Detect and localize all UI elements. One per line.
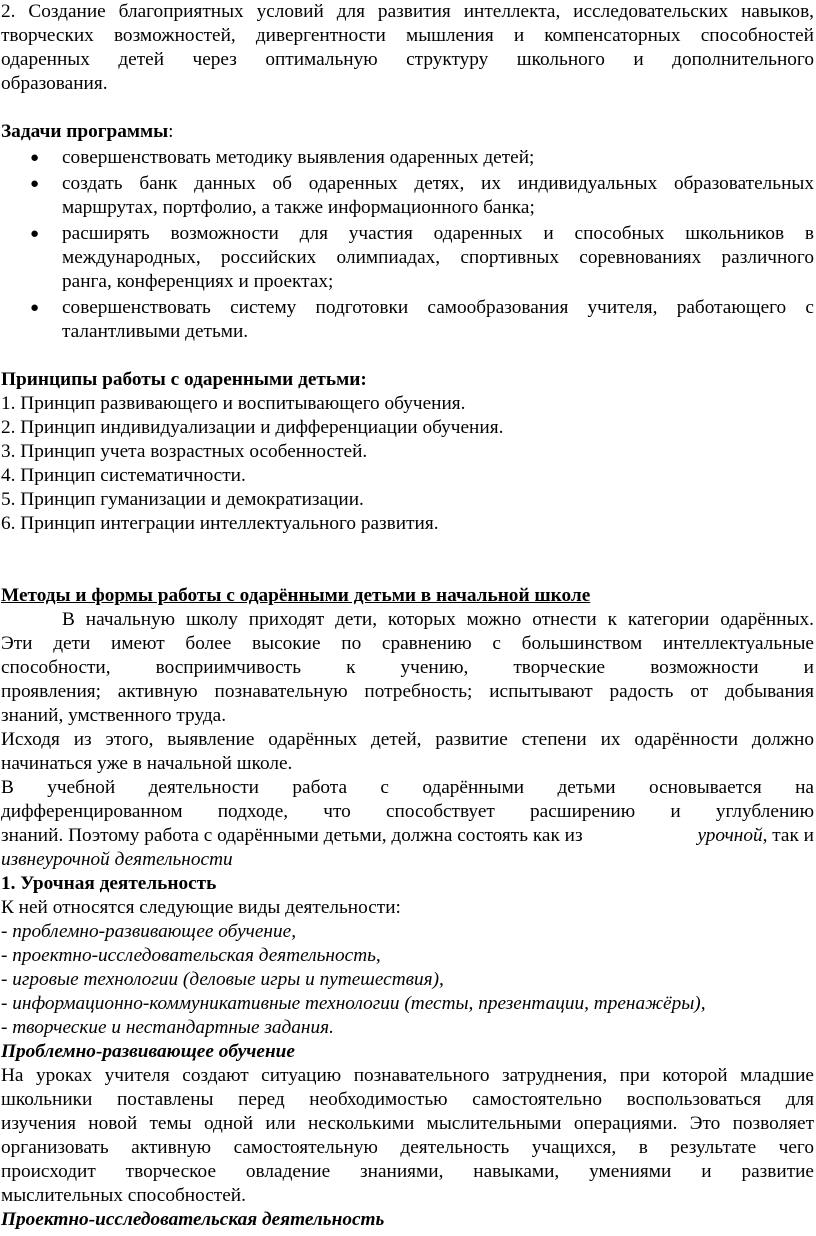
text-line: расширять возможности для участия одаренных и способных школьников в [62, 223, 814, 244]
list-item: 6. Принцип интеграции интеллектуального развития. [1, 513, 439, 534]
problem-paragraph [1, 1064, 814, 1208]
bullet-icon: ● [30, 150, 40, 166]
project-heading: Проектно-исследовательская деятельность [1, 1209, 385, 1230]
list-item: 2. Принцип индивидуализации и дифференциации обучения. [1, 417, 504, 438]
text-line: совершенствовать методику выявления одаренных детей; [62, 147, 535, 168]
text-segment: , так и [762, 825, 814, 846]
principles-list [1, 392, 814, 536]
list-item: - проектно-исследовательская деятельность, [1, 945, 381, 966]
problem-heading: Проблемно-развивающее обучение [1, 1041, 295, 1062]
text-line: международных, российских олимпиадах, спортивных соревнованиях различного [62, 247, 814, 268]
text-line: Исходя из этого, выявление одарённых детей, развитие степени их одарённости должно [1, 729, 814, 750]
text-line: школьники поставлены перед необходимостью самостоятельно воспользоваться для [1, 1089, 814, 1110]
list-item: 3. Принцип учета возрастных особенностей. [1, 441, 368, 462]
methods-heading: Методы и формы работы с одарёнными детьми в начальной школе [1, 585, 591, 606]
bullet-icon: ● [30, 176, 40, 192]
list-item [1, 222, 814, 294]
lesson-intro: К ней относятся следующие виды деятельности: [1, 897, 401, 918]
text-line: маршрутах, портфолио, а также информационного банка; [62, 197, 535, 218]
text-segment: знаний. Поэтому работа с одарёнными детьми, должна состоять как из [1, 825, 583, 846]
text-line: происходит творческое овладение знаниями, навыками, умениями и развитие [1, 1161, 814, 1182]
text-line: талантливыми детьми. [62, 321, 249, 342]
list-item: - информационно-коммуникативные технологии (тесты, презентации, тренажёры), [1, 993, 706, 1014]
text-line: создать банк данных об одаренных детях, их индивидуальных образовательных [62, 173, 814, 194]
bullet-icon: ● [30, 226, 40, 242]
text-line: способности, восприимчивость к учению, творческие возможности и [1, 657, 814, 678]
text-line: одаренных детей через оптимальную структуру школьного и дополнительного [1, 49, 814, 70]
list-item [1, 296, 814, 344]
text-line: В учебной деятельности работа с одарёнными детьми основывается на [1, 777, 814, 798]
text-line: Эти дети имеют более высокие по сравнению с большинством интеллектуальные [1, 633, 814, 654]
text-line: творческих возможностей, дивергентности мышления и компенсаторных способностей [1, 25, 814, 46]
list-item: - игровые технологии (деловые игры и путешествия), [1, 969, 444, 990]
text-line: На уроках учителя создают ситуацию познавательного затруднения, при которой младшие [1, 1065, 814, 1086]
list-item: - творческие и нестандартные задания. [1, 1017, 334, 1038]
text-line: В начальную школу приходят дети, которых можно отнести к категории одарённых. [62, 609, 814, 630]
text-line: извнеурочной деятельности [1, 849, 233, 870]
list-item [1, 146, 814, 170]
tasks-list [1, 146, 814, 344]
tasks-heading-text: Задачи программы [1, 121, 169, 142]
text-line: знаний, умственного труда. [1, 705, 227, 726]
list-item: 4. Принцип систематичности. [1, 465, 246, 486]
methods-paragraph-2 [1, 728, 814, 776]
text-line: образования. [1, 73, 108, 94]
lesson-kinds-list [1, 920, 814, 1040]
list-item: 5. Принцип гуманизации и демократизации. [1, 489, 364, 510]
list-item: 1. Принцип развивающего и воспитывающего обучения. [1, 393, 466, 414]
lesson-heading: 1. Урочная деятельность [1, 873, 217, 894]
colon: : [168, 121, 174, 142]
list-item [1, 172, 814, 220]
text-line: мыслительных способностей. [1, 1185, 246, 1206]
text-line: ранга, конференциях и проектах; [62, 271, 334, 292]
text-line: дифференцированном подходе, что способствует расширению и углублению [1, 801, 814, 822]
text-line: совершенствовать систему подготовки самообразования учителя, работающего с [62, 297, 814, 318]
list-item: - проблемно-развивающее обучение, [1, 921, 297, 942]
text-line: 2. Создание благоприятных условий для развития интеллекта, исследовательских навыков, [1, 1, 814, 22]
text-line: проявления; активную познавательную потребность; испытывают радость от добывания [1, 681, 814, 702]
text-line [1, 824, 814, 848]
italic-term: урочной [697, 825, 763, 846]
text-line: изучения новой темы одной или несколькими мыслительными операциями. Это позволяет [1, 1113, 814, 1134]
bullet-icon: ● [30, 300, 40, 316]
intro-paragraph [1, 0, 814, 96]
methods-paragraph-3 [1, 776, 814, 872]
tasks-heading [1, 120, 814, 144]
principles-heading: Принципы работы с одаренными детьми: [1, 369, 367, 390]
text-line: начинаться уже в начальной школе. [1, 753, 293, 774]
text-line: организовать активную самостоятельную деятельность учащихся, в результате чего [1, 1137, 814, 1158]
methods-paragraph-1 [1, 608, 814, 728]
